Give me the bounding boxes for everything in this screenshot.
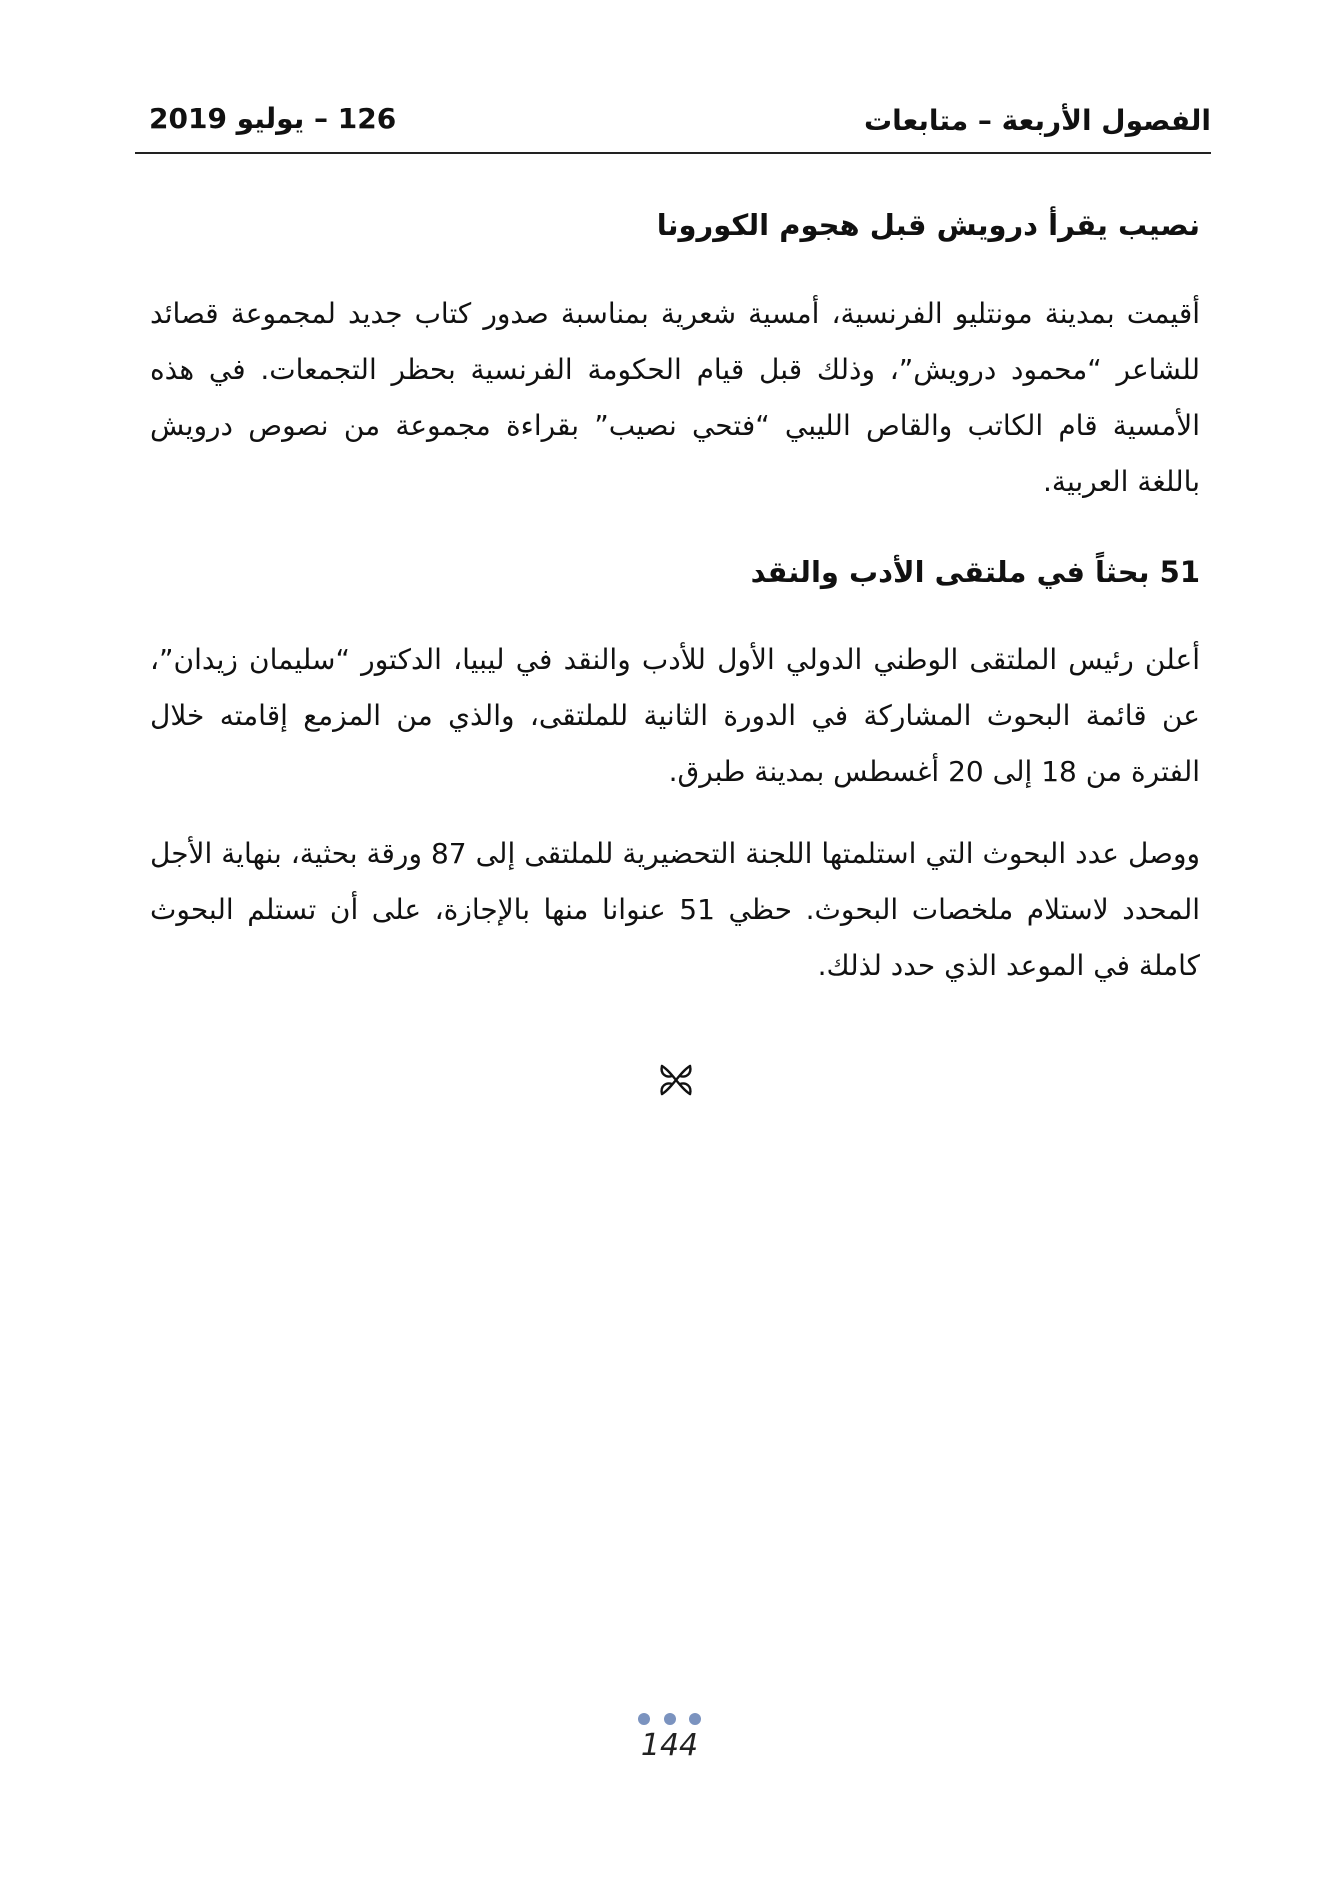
ornament-divider-icon bbox=[656, 1060, 696, 1100]
footer-dots bbox=[0, 1710, 1339, 1729]
page-number: 144 bbox=[640, 1728, 699, 1763]
journal-section-title: الفصول الأربعة – متابعات bbox=[863, 104, 1211, 137]
article-2-paragraph-2: ووصل عدد البحوث التي استلمتها اللجنة التحضيرية للملتقى إلى 87 ورقة بحثية، بنهاية الأجل المحدد لاستلام ملخصات البحوث. حظي 51 عنوانا منها بالإجازة، على أن تستلم البحوث كاملة في الموعد الذي حدد لذلك. bbox=[150, 837, 1200, 983]
article-1-paragraph-1: أقيمت بمدينة مونتليو الفرنسية، أمسية شعرية بمناسبة صدور كتاب جديد لمجموعة قصائد للشاعر “محمود درويش”، وذلك قبل قيام الحكومة الفرنسية بحظر التجمعات. في هذه الأمسية قام الكاتب والقاص الليبي “فتحي نصيب” بقراءة مجموعة من نصوص درويش باللغة العربية. bbox=[150, 296, 1200, 498]
footer-dot bbox=[638, 1713, 650, 1725]
issue-date: 126 – يوليو 2019 bbox=[149, 102, 397, 135]
article-2-paragraph-1: أعلن رئيس الملتقى الوطني الدولي الأول للأدب والنقد في ليبيا، الدكتور “سليمان زيدان”، عن قائمة البحوث المشاركة في الدورة الثانية للملتقى، والذي من المزمع إقامته خلال الفترة من 18 إلى 20 أغسطس بمدينة طبرق. bbox=[150, 643, 1200, 789]
footer-dot bbox=[664, 1713, 676, 1725]
article-title-2: 51 بحثاً في ملتقى الأدب والنقد bbox=[750, 554, 1200, 589]
footer-dot bbox=[689, 1713, 701, 1725]
page-content bbox=[150, 205, 1200, 1020]
article-title-1: نصيب يقرأ درويش قبل هجوم الكورونا bbox=[656, 208, 1200, 242]
page-header bbox=[135, 100, 1211, 154]
